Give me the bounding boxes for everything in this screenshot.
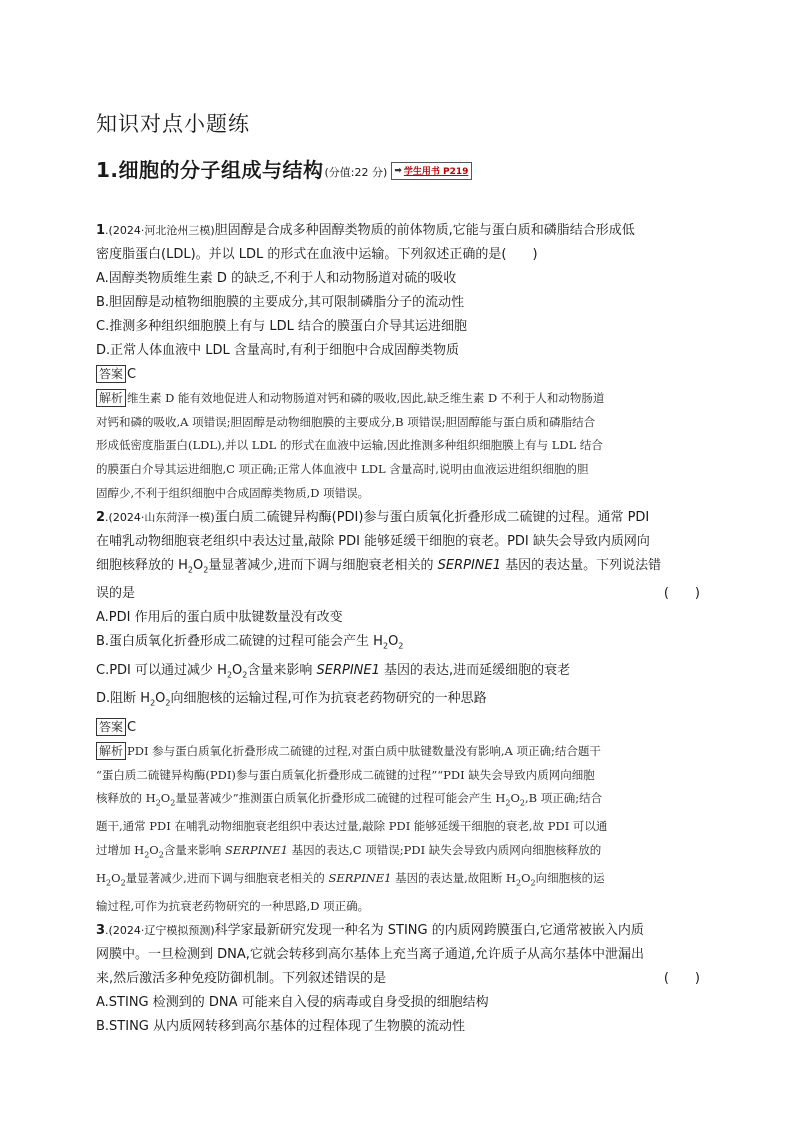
option-a: A.STING 检测到的 DNA 可能来自入侵的病毒或自身受损的细胞结构 xyxy=(96,994,489,1010)
option-a: A.PDI 作用后的蛋白质中肽键数量没有改变 xyxy=(96,610,343,626)
student-book-reference-link[interactable] xyxy=(391,162,472,180)
questions xyxy=(96,219,700,1039)
answer-tag: 答案 xyxy=(96,718,126,736)
chapter-title: 1.细胞的分子组成与结构 xyxy=(96,158,324,182)
question-stem: 3.(2024·辽宁模拟预测)科学家最新研究发现一种名为 STING 的内质网跨膜蛋白,它通常被嵌入内质 xyxy=(96,922,644,938)
analysis: 解析 维生素 D 能有效地促进人和动物肠道对钙和磷的吸收,因此,缺乏维生素 D 不利于人和动物肠道 对钙和磷的吸收,A 项错误;胆固醇是动物细胞膜的主要成分,B 项错误;胆固醇能与蛋白质和磷脂结合 形成低密度脂蛋白(LDL),并以 LDL 的形式在血液中运输,因此推测多种组织细胞膜上有与 LDL 结合 的膜蛋白介导其运进细胞,C 项正确;正常人体血液中 LDL 含量高时,说明由血液运进组织细胞的胆 固醇少,不利于组织细胞中合成固醇类物质,D 项错误。 xyxy=(96,391,605,500)
section-title: 知识对点小题练 xyxy=(96,112,250,136)
question-stem-cont: 在哺乳动物细胞衰老组织中表达过量,敲除 PDI 能够延缓干细胞的衰老。PDI 缺失会导致内质网向 xyxy=(96,533,650,549)
question-source: .(2024·山东菏泽一模) xyxy=(105,510,215,524)
answer-tag: 答案 xyxy=(96,365,126,383)
question-stem-cont: 细胞核释放的 $H_2O_2$量显著减少,进而下调与细胞衰老相关的 SERPINE1 基因的表达量。下列说法错 xyxy=(96,557,662,575)
option-d: D.正常人体血液中 LDL 含量高时,有利于细胞中合成固醇类物质 xyxy=(96,343,460,358)
option-b: B.STING 从内质网转移到高尔基体的过程体现了生物膜的流动性 xyxy=(96,1018,466,1034)
answer-line xyxy=(96,716,700,740)
option-b: B.胆固醇是动植物细胞膜的主要成分,其可限制磷脂分子的流动性 xyxy=(96,295,465,310)
question-source: .(2024·河北沧州三模) xyxy=(105,224,215,237)
question-source: .(2024·辽宁模拟预测) xyxy=(105,923,215,937)
option-c: C.推测多种组织细胞膜上有与 LDL 结合的膜蛋白介导其运进细胞 xyxy=(96,319,467,334)
gene-name: SERPINE1 xyxy=(437,557,501,573)
question-stem-cont: 网膜中。一旦检测到 DNA,它就会转移到高尔基体上充当离子通道,允许质子从高尔基体中泄漏出 xyxy=(96,946,645,962)
analysis: 解析 PDI 参与蛋白质氧化折叠形成二硫键的过程,对蛋白质中肽键数量没有影响,A 项正确;结合题干 “蛋白质二硫键异构酶(PDI)参与蛋白质氧化折叠形成二硫键的过程”“PDI 缺失会导致内质网向细胞 核释放的 $H_2O_2$量显著减少”推测蛋白质氧化折叠形成二硫键的过程可能会产生 $H_2O_2,B$ 项正确;结合 题干,通常 PDI 在哺乳动物细胞衰老组织中表达过量,敲除 PDI 能够延缓干细胞的衰老,故 PDI 可以通 过增加 $H_2O_2$含量来影响 SERPINE1 基因的表达,C 项错误;PDI 缺失会导致内质网向细胞核释放的 $H_2O_2$量显著减少,进而下调与细胞衰老相关的 SERPINE1 基因的表达量,故阻断 $H_2O_2$向细胞核的运 输过程,可作为抗衰老药物研究的一种思路,D 项正确。 xyxy=(96,743,608,913)
question-stem-end: 来,然后激活多种免疫防御机制。下列叙述错误的是 ( ) xyxy=(96,967,700,991)
answer-value: C xyxy=(127,367,137,382)
question-2 xyxy=(96,506,700,919)
chapter-score: (分值:22 分) xyxy=(324,165,388,179)
gene-name: SERPINE1 xyxy=(316,662,380,678)
chapter-heading xyxy=(96,154,472,183)
arrow-right-icon: ➡ xyxy=(394,165,402,176)
analysis-tag: 解析 xyxy=(96,742,126,760)
option-c: C.PDI 可以通过减少 $H_2O_2$含量来影响 SERPINE1 基因的表达,进而延缓细胞的衰老 xyxy=(96,662,571,680)
question-stem-end: 误的是 ( ) xyxy=(96,582,700,606)
answer-line xyxy=(96,363,700,387)
option-a: A.固醇类物质维生素 D 的缺乏,不利于人和动物肠道对硫的吸收 xyxy=(96,271,457,286)
question-stem: 2.(2024·山东菏泽一模)蛋白质二硫键异构酶(PDI)参与蛋白质氧化折叠形成二硫键的过程。通常 PDI xyxy=(96,509,650,525)
question-stem: 1.(2024·河北沧州三模)胆固醇是合成多种固醇类物质的前体物质,它能与蛋白质和磷脂结合形成低 xyxy=(96,223,635,238)
analysis-tag: 解析 xyxy=(96,389,126,407)
answer-value: C xyxy=(127,719,137,735)
option-b: B.蛋白质氧化折叠形成二硫键的过程可能会产生 $H_2O_2$ xyxy=(96,634,404,651)
question-3 xyxy=(96,919,700,1039)
question-stem-cont: 密度脂蛋白(LDL)。并以 LDL 的形式在血液中运输。下列叙述正确的是( ) xyxy=(96,247,538,262)
option-d: D.阻断 $H_2O_2$向细胞核的运输过程,可作为抗衰老药物研究的一种思路 xyxy=(96,691,487,708)
answer-bracket: ( ) xyxy=(663,970,700,986)
answer-bracket: ( ) xyxy=(663,586,700,602)
question-1 xyxy=(96,219,700,506)
reference-label: 学生用书 P219 xyxy=(403,167,469,177)
